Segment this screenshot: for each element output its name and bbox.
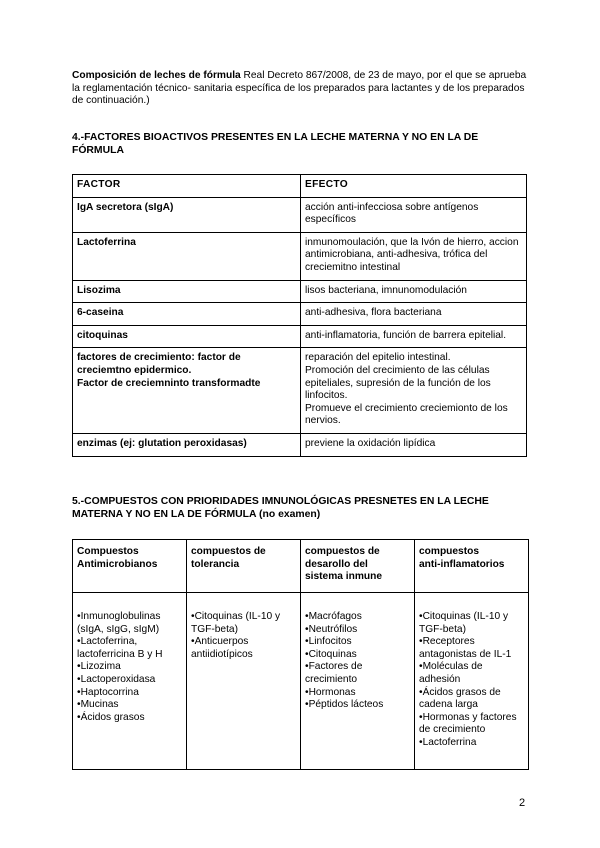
list-item: •Lactoferrina: [419, 736, 477, 748]
intro-paragraph: [72, 70, 532, 108]
factor-text: citoquinas: [77, 329, 128, 341]
list-item: •Citoquinas (IL-10 y TGF-beta): [419, 611, 509, 635]
column-header-text: compuestos de: [191, 546, 266, 557]
efecto-text: reparación del epitelio intestinal.: [305, 352, 451, 364]
list-item: •Anticuerpos antiidiotípicos: [191, 636, 253, 660]
intro-bold: Composición de leches de fórmula: [72, 70, 241, 81]
efecto-cell: [301, 325, 527, 348]
factor-cell: [73, 232, 301, 280]
factor-cell: [73, 303, 301, 326]
list-item: •Moléculas de adhesión: [419, 661, 483, 685]
compound-cell: [415, 593, 529, 770]
table-header-row: [73, 175, 527, 198]
factor-text: factores de crecimiento: factor de creciemtno epidermico.: [77, 352, 241, 376]
efecto-cell: [301, 197, 527, 232]
efecto-text: lisos bacteriana, imnunomodulación: [305, 284, 467, 296]
list-item: •Lactoperoxidasa: [77, 673, 156, 685]
efecto-text: anti-inflamatoria, función de barrera epitelial.: [305, 329, 507, 341]
list-item: •Citoquinas: [305, 648, 357, 660]
factor-cell: [73, 280, 301, 303]
list-item: •Hormonas: [305, 686, 356, 698]
intro-text: Real Decreto 867/2008, de 23 de mayo, por el que se aprueba la reglamentación técnico- sanitaria específica de los preparados para lactantes y de los preparados de continuación.): [72, 70, 527, 107]
column-header-text: desarollo del: [305, 558, 368, 570]
compound-cell: [73, 593, 187, 770]
table-row: [73, 433, 527, 456]
list-item: •Ácidos grasos: [77, 711, 145, 723]
column-header-text: Antimicrobianos: [77, 558, 158, 570]
efecto-cell: [301, 303, 527, 326]
list-item: •Mucinas: [77, 699, 119, 711]
bioactive-factors-table: [72, 174, 527, 457]
list-item: •Hormonas y factores: [419, 711, 517, 723]
efecto-cell: [301, 232, 527, 280]
factor-cell: [73, 197, 301, 232]
header-efecto: EFECTO: [301, 175, 527, 198]
list-item: •Lactoferrina, lactoferricina B y H: [77, 636, 163, 660]
efecto-cell: [301, 280, 527, 303]
table-row: [73, 348, 527, 434]
list-item: •Neutrófilos: [305, 623, 358, 635]
column-header: [301, 540, 415, 593]
table-body: [73, 197, 527, 456]
list-item: •Ácidos grasos de cadena larga: [419, 686, 501, 711]
factor-text: enzimas (ej: glutation peroxidasas): [77, 437, 247, 449]
list-item: de crecimiento: [419, 724, 486, 736]
table-row: [73, 280, 527, 303]
factor-cell: [73, 433, 301, 456]
efecto-text: inmunomoulación, que la Ivón de hierro, accion antimicrobiana, anti-adhesiva, trófica del creciemitno intestinal: [305, 236, 519, 273]
efecto-text: previene la oxidación lipídica: [305, 437, 436, 449]
efecto-text: acción anti-infecciosa sobre antígenos específicos: [305, 201, 479, 226]
column-header-text: compuestos de: [305, 546, 380, 557]
factor-text: 6-caseina: [77, 307, 124, 319]
list-item: •Linfocitos: [305, 636, 352, 648]
page-number: 2: [519, 797, 526, 809]
column-header: [415, 540, 529, 593]
factor-text: Lactoferrina: [77, 236, 136, 248]
list-item: •Lizozima: [77, 661, 121, 673]
table-row: [73, 232, 527, 280]
table-header-row: [73, 540, 529, 593]
column-header-text: Compuestos: [77, 546, 139, 557]
section-5-heading: 5.-COMPUESTOS CON PRIORIDADES IMNUNOLÓGICAS PRESNETES EN LA LECHE MATERNA Y NO EN LA DE FÓRMULA (no examen): [72, 496, 489, 520]
factor-text: IgA secretora (sIgA): [77, 201, 174, 213]
header-factor: FACTOR: [73, 175, 301, 198]
list-item: •Haptocorrina: [77, 686, 139, 698]
column-header: [73, 540, 187, 593]
factor-cell: [73, 348, 301, 434]
efecto-cell: [301, 348, 527, 434]
column-header-text: compuestos: [419, 546, 480, 557]
efecto-text: anti-adhesiva, flora bacteriana: [305, 307, 442, 319]
list-item: •Péptidos lácteos: [305, 699, 384, 711]
list-item: •Citoquinas (IL-10 y TGF-beta): [191, 611, 281, 635]
factor-text: Factor de creciemninto transformadte: [77, 377, 261, 389]
list-item: •Inmunoglobulinas (sIgA, sIgG, sIgM): [77, 611, 161, 635]
column-header: [187, 540, 301, 593]
factor-text: Lisozima: [77, 284, 121, 296]
table-row: [73, 303, 527, 326]
table-row: [73, 325, 527, 348]
table-row: [73, 197, 527, 232]
column-header-text: anti-inflamatorios: [419, 558, 505, 570]
efecto-cell: [301, 433, 527, 456]
compound-cell: [187, 593, 301, 770]
efecto-text: Promoción del crecimiento de las células epiteliales, supresión de la función de los linfocitos.: [305, 364, 491, 402]
column-header-text: tolerancia: [191, 558, 240, 570]
table-row: [73, 593, 529, 770]
list-item: •Macrófagos: [305, 611, 362, 622]
list-item: •Factores de crecimiento: [305, 661, 363, 685]
section-4-heading: 4.-FACTORES BIOACTIVOS PRESENTES EN LA LECHE MATERNA Y NO EN LA DE FÓRMULA: [72, 132, 479, 156]
compound-cell: [301, 593, 415, 770]
factor-cell: [73, 325, 301, 348]
column-header-text: sistema inmune: [305, 571, 382, 583]
list-item: •Receptores antagonistas de IL-1: [419, 636, 512, 660]
immunological-compounds-table: [72, 539, 529, 770]
efecto-text: Promueve el crecimiento creciemionto de los nervios.: [305, 402, 508, 427]
